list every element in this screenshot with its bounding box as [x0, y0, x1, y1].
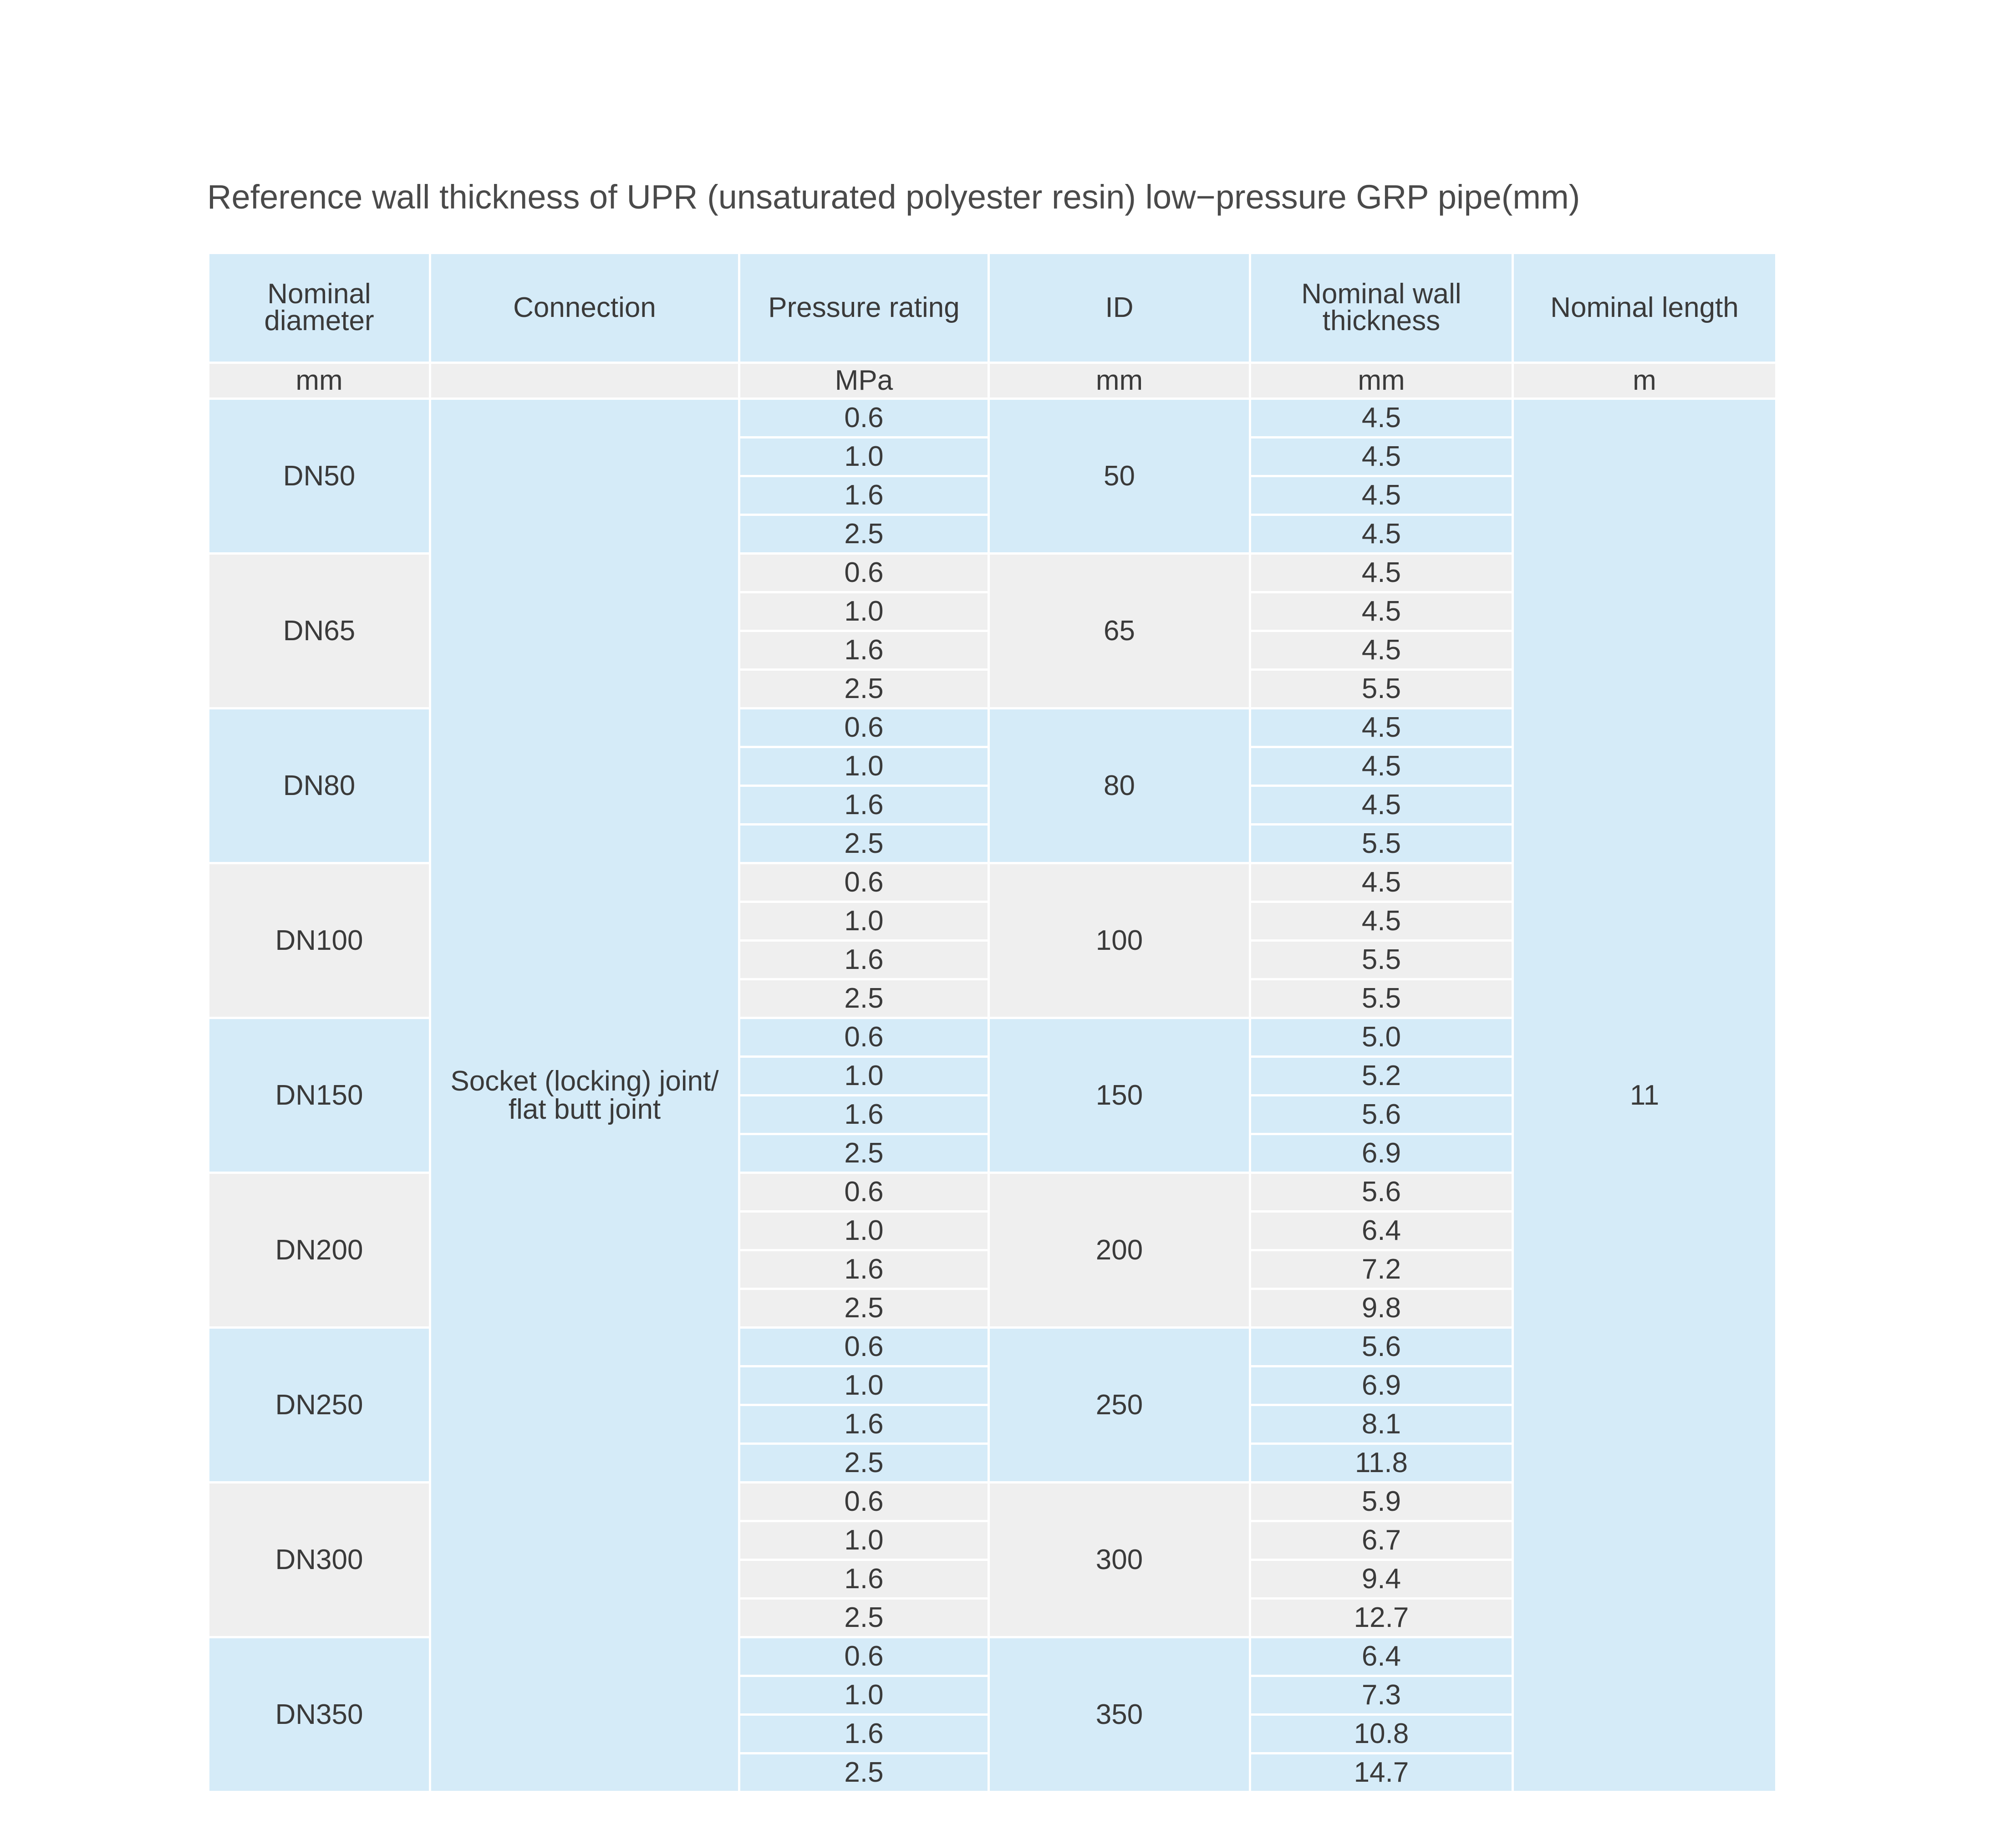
pressure-rating-cell: 1.6	[739, 476, 989, 515]
pressure-rating-cell: 0.6	[739, 863, 989, 902]
nominal-diameter-cell: DN350	[209, 1637, 430, 1792]
wall-thickness-cell: 5.0	[1250, 1018, 1513, 1057]
wall-thickness-cell: 9.4	[1250, 1560, 1513, 1599]
unit-nominal-diameter: mm	[209, 363, 430, 399]
nominal-diameter-cell: DN65	[209, 554, 430, 708]
wall-thickness-cell: 4.5	[1250, 863, 1513, 902]
nominal-diameter-cell: DN250	[209, 1328, 430, 1483]
pressure-rating-cell: 2.5	[739, 825, 989, 863]
nominal-diameter-cell: DN300	[209, 1483, 430, 1637]
pressure-rating-cell: 1.0	[739, 747, 989, 786]
pressure-rating-cell: 1.6	[739, 1250, 989, 1289]
wall-thickness-cell: 11.8	[1250, 1444, 1513, 1483]
wall-thickness-cell: 4.5	[1250, 786, 1513, 825]
wall-thickness-cell: 4.5	[1250, 747, 1513, 786]
unit-nominal-length: m	[1513, 363, 1777, 399]
header-connection: Connection	[430, 253, 739, 363]
pressure-rating-cell: 1.0	[739, 438, 989, 476]
wall-thickness-cell: 7.2	[1250, 1250, 1513, 1289]
wall-thickness-cell: 10.8	[1250, 1715, 1513, 1753]
wall-thickness-cell: 6.4	[1250, 1637, 1513, 1676]
id-cell: 150	[989, 1018, 1250, 1173]
header-pressure-rating: Pressure rating	[739, 253, 989, 363]
unit-nominal-wall-thickness: mm	[1250, 363, 1513, 399]
table-row	[209, 399, 1777, 438]
connection-cell: Socket (locking) joint/ flat butt joint	[430, 399, 739, 1792]
wall-thickness-cell: 6.9	[1250, 1366, 1513, 1405]
nominal-diameter-cell: DN150	[209, 1018, 430, 1173]
wall-thickness-cell: 5.5	[1250, 979, 1513, 1018]
wall-thickness-cell: 4.5	[1250, 399, 1513, 438]
wall-thickness-cell: 5.2	[1250, 1057, 1513, 1096]
unit-connection	[430, 363, 739, 399]
pressure-rating-cell: 0.6	[739, 1018, 989, 1057]
pressure-rating-cell: 1.0	[739, 592, 989, 631]
pressure-rating-cell: 1.6	[739, 1405, 989, 1444]
id-cell: 65	[989, 554, 1250, 708]
pressure-rating-cell: 2.5	[739, 1599, 989, 1637]
pressure-rating-cell: 2.5	[739, 979, 989, 1018]
pressure-rating-cell: 2.5	[739, 1444, 989, 1483]
pressure-rating-cell: 1.6	[739, 1715, 989, 1753]
pressure-rating-cell: 1.0	[739, 1212, 989, 1250]
pressure-rating-cell: 1.6	[739, 1560, 989, 1599]
unit-row	[209, 363, 1777, 399]
pressure-rating-cell: 2.5	[739, 670, 989, 708]
wall-thickness-cell: 5.6	[1250, 1328, 1513, 1366]
id-cell: 200	[989, 1173, 1250, 1328]
wall-thickness-cell: 14.7	[1250, 1753, 1513, 1792]
unit-pressure-rating: MPa	[739, 363, 989, 399]
id-cell: 100	[989, 863, 1250, 1018]
id-cell: 300	[989, 1483, 1250, 1637]
wall-thickness-cell: 4.5	[1250, 708, 1513, 747]
wall-thickness-cell: 5.5	[1250, 825, 1513, 863]
pressure-rating-cell: 0.6	[739, 1637, 989, 1676]
wall-thickness-cell: 5.5	[1250, 941, 1513, 979]
wall-thickness-cell: 6.4	[1250, 1212, 1513, 1250]
wall-thickness-cell: 5.6	[1250, 1096, 1513, 1134]
pressure-rating-cell: 0.6	[739, 1483, 989, 1521]
id-cell: 250	[989, 1328, 1250, 1483]
id-cell: 50	[989, 399, 1250, 554]
pressure-rating-cell: 1.6	[739, 1096, 989, 1134]
pressure-rating-cell: 2.5	[739, 1134, 989, 1173]
pressure-rating-cell: 2.5	[739, 1753, 989, 1792]
wall-thickness-cell: 6.9	[1250, 1134, 1513, 1173]
pressure-rating-cell: 2.5	[739, 1289, 989, 1328]
header-id: ID	[989, 253, 1250, 363]
wall-thickness-cell: 4.5	[1250, 515, 1513, 554]
wall-thickness-cell: 5.9	[1250, 1483, 1513, 1521]
id-cell: 80	[989, 708, 1250, 863]
nominal-diameter-cell: DN50	[209, 399, 430, 554]
pressure-rating-cell: 1.6	[739, 631, 989, 670]
pressure-rating-cell: 1.0	[739, 1057, 989, 1096]
pressure-rating-cell: 1.0	[739, 1366, 989, 1405]
pressure-rating-cell: 0.6	[739, 1173, 989, 1212]
pressure-rating-cell: 1.0	[739, 1676, 989, 1715]
wall-thickness-cell: 4.5	[1250, 902, 1513, 941]
wall-thickness-cell: 4.5	[1250, 476, 1513, 515]
wall-thickness-cell: 8.1	[1250, 1405, 1513, 1444]
wall-thickness-cell: 5.5	[1250, 670, 1513, 708]
pressure-rating-cell: 2.5	[739, 515, 989, 554]
pressure-rating-cell: 1.6	[739, 786, 989, 825]
nominal-diameter-cell: DN100	[209, 863, 430, 1018]
header-nominal-length: Nominal length	[1513, 253, 1777, 363]
nominal-diameter-cell: DN200	[209, 1173, 430, 1328]
header-nominal-diameter: Nominal diameter	[209, 253, 430, 363]
wall-thickness-cell: 12.7	[1250, 1599, 1513, 1637]
wall-thickness-cell: 6.7	[1250, 1521, 1513, 1560]
nominal-diameter-cell: DN80	[209, 708, 430, 863]
pressure-rating-cell: 0.6	[739, 554, 989, 592]
unit-id: mm	[989, 363, 1250, 399]
pressure-rating-cell: 0.6	[739, 1328, 989, 1366]
wall-thickness-cell: 4.5	[1250, 438, 1513, 476]
id-cell: 350	[989, 1637, 1250, 1792]
table-title: Reference wall thickness of UPR (unsaturated polyester resin) low−pressure GRP pipe(mm)	[207, 178, 1580, 216]
header-nominal-wall-thickness: Nominal wall thickness	[1250, 253, 1513, 363]
wall-thickness-cell: 9.8	[1250, 1289, 1513, 1328]
wall-thickness-cell: 5.6	[1250, 1173, 1513, 1212]
pressure-rating-cell: 0.6	[739, 399, 989, 438]
header-row	[209, 253, 1777, 363]
pressure-rating-cell: 1.6	[739, 941, 989, 979]
pressure-rating-cell: 1.0	[739, 1521, 989, 1560]
wall-thickness-cell: 4.5	[1250, 554, 1513, 592]
pressure-rating-cell: 1.0	[739, 902, 989, 941]
wall-thickness-table	[207, 252, 1777, 1793]
wall-thickness-cell: 7.3	[1250, 1676, 1513, 1715]
nominal-length-cell: 11	[1513, 399, 1777, 1792]
wall-thickness-cell: 4.5	[1250, 631, 1513, 670]
pressure-rating-cell: 0.6	[739, 708, 989, 747]
wall-thickness-cell: 4.5	[1250, 592, 1513, 631]
